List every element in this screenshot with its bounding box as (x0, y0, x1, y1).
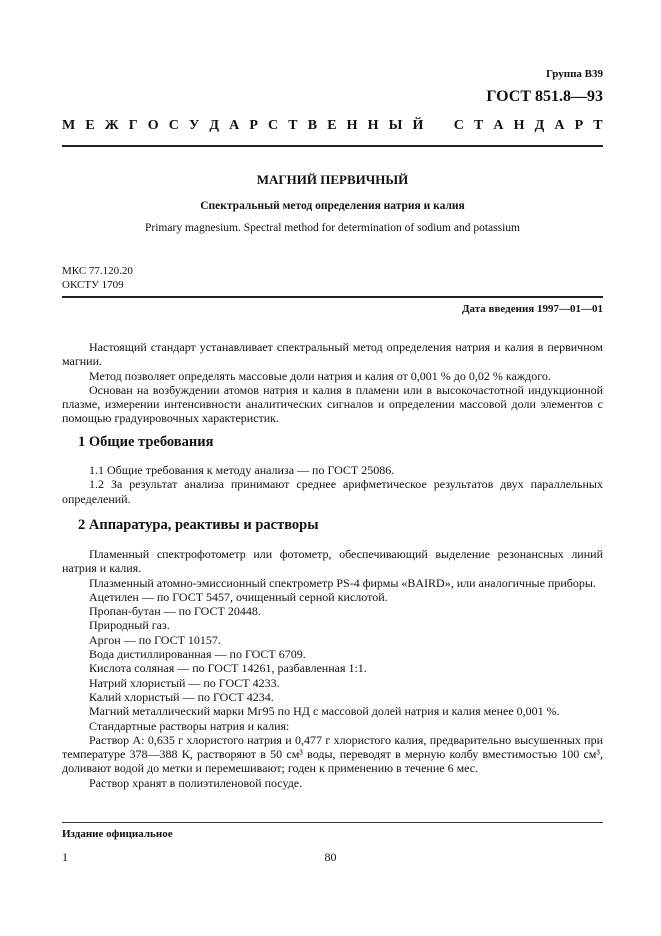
banner-letter: А (493, 118, 504, 133)
section-paragraph: Вода дистиллированная — по ГОСТ 6709. (89, 647, 306, 662)
banner-letter: У (189, 118, 200, 133)
banner-letter: Ж (104, 118, 119, 133)
banner-letter: Д (534, 118, 545, 133)
english-title: Primary magnesium. Spectral method for determination of sodium and potassium (145, 222, 520, 234)
banner-letter: О (147, 118, 159, 133)
banner-letter: Н (513, 118, 525, 133)
sheet-number: 1 (62, 850, 68, 864)
section-2-block (62, 547, 603, 790)
banner-letter: Г (128, 118, 138, 133)
section-paragraph: Плазменный атомно-эмиссионный спектрометр PS-4 фирмы «BAIRD», или аналогичные приборы. (89, 575, 596, 590)
banner-letter: Н (367, 118, 379, 133)
section-paragraph: Природный газ. (89, 618, 170, 633)
introduction-date: Дата введения 1997—01—01 (461, 303, 603, 315)
section-paragraph: Раствор А: 0,635 г хлористого натрия и 0,477 г хлористого калия, предварительно высушенных при температуре 378—388 К, растворяют в 50 см³ воды, переводят в мерную колбу вместимостью 100 см³, доливают водой до метки и перемешивают; годен к применению в течение 6 мес. (62, 732, 603, 776)
footer-divider (62, 822, 603, 823)
header-divider (62, 145, 603, 147)
date-divider (62, 296, 603, 298)
intro-paragraph: Настоящий стандарт устанавливает спектральный метод определения натрия и калия в первичном магнии. (62, 340, 603, 369)
section-paragraph: Калий хлористый — по ГОСТ 4234. (89, 689, 274, 704)
banner-letter: Т (473, 118, 484, 133)
banner-letter: С (453, 118, 464, 133)
group-code: Группа В39 (545, 68, 603, 80)
section-paragraph: Ацетилен — по ГОСТ 5457, очищенный серной кислотой. (89, 589, 388, 604)
section-paragraph: 1.1 Общие требования к методу анализа — по ГОСТ 25086. (89, 463, 395, 477)
intro-paragraph: Основан на возбуждении атомов натрия и калия в пламени или в высокочастотной индукционной плазме, измерении интенсивности аналитических сигналов и определении массовой доли элементов с помощью градуировочных характеристик. (62, 382, 603, 426)
section-1-heading: 1 Общие требования (78, 434, 214, 450)
page-number: 80 (324, 850, 337, 864)
banner-letter: Т (593, 118, 603, 133)
banner-letter: Р (574, 118, 584, 133)
section-paragraph: Раствор хранят в полиэтиленовой посуде. (89, 775, 303, 790)
mks-code: МКС 77.120.20 (62, 265, 133, 277)
banner-letter: М (62, 118, 76, 133)
banner-letter: С (168, 118, 179, 133)
section-1-block (62, 463, 603, 506)
banner-letter: Н (346, 118, 358, 133)
classification-codes (62, 264, 133, 292)
banner-letter: Ы (388, 118, 403, 133)
okstu-code: ОКСТУ 1709 (62, 279, 124, 291)
document-title: МАГНИЙ ПЕРВИЧНЫЙ (256, 172, 409, 187)
section-paragraph: Аргон — по ГОСТ 10157. (89, 632, 221, 647)
intro-block (62, 340, 603, 426)
section-2-heading: 2 Аппаратура, реактивы и растворы (78, 517, 319, 533)
banner-letter: А (229, 118, 240, 133)
banner-letter: Т (288, 118, 298, 133)
section-paragraph: Пламенный спектрофотометр или фотометр, обеспечивающий выделение резонансных линий натрия и калия. (62, 547, 603, 576)
banner-letter: Р (249, 118, 258, 133)
section-paragraph: Магний металлический марки Мг95 по НД с массовой долей натрия и калия менее 0,001 %. (89, 704, 560, 719)
section-paragraph: 1.2 За результат анализа принимают среднее арифметическое результатов двух параллельных определений. (62, 477, 603, 506)
banner-letter: С (268, 118, 279, 133)
banner-letter: Е (85, 118, 95, 133)
interstate-standard-banner (62, 118, 603, 134)
banner-letter: В (307, 118, 318, 133)
banner-letter: Д (209, 118, 220, 133)
standard-number: ГОСТ 851.8—93 (486, 88, 603, 105)
banner-letter: Й (412, 118, 424, 133)
official-edition-label: Издание официальное (62, 828, 173, 840)
banner-letter: А (554, 118, 565, 133)
banner-letter: Е (327, 118, 337, 133)
document-subtitle: Спектральный метод определения натрия и калия (200, 200, 465, 212)
section-paragraph: Кислота соляная — по ГОСТ 14261, разбавленная 1:1. (89, 661, 367, 676)
intro-paragraph: Метод позволяет определять массовые доли натрия и калия от 0,001 % до 0,02 % каждого. (89, 368, 551, 383)
section-paragraph: Пропан-бутан — по ГОСТ 20448. (89, 604, 261, 619)
section-paragraph: Натрий хлористый — по ГОСТ 4233. (89, 675, 280, 690)
section-paragraph: Стандартные растворы натрия и калия: (89, 718, 290, 733)
